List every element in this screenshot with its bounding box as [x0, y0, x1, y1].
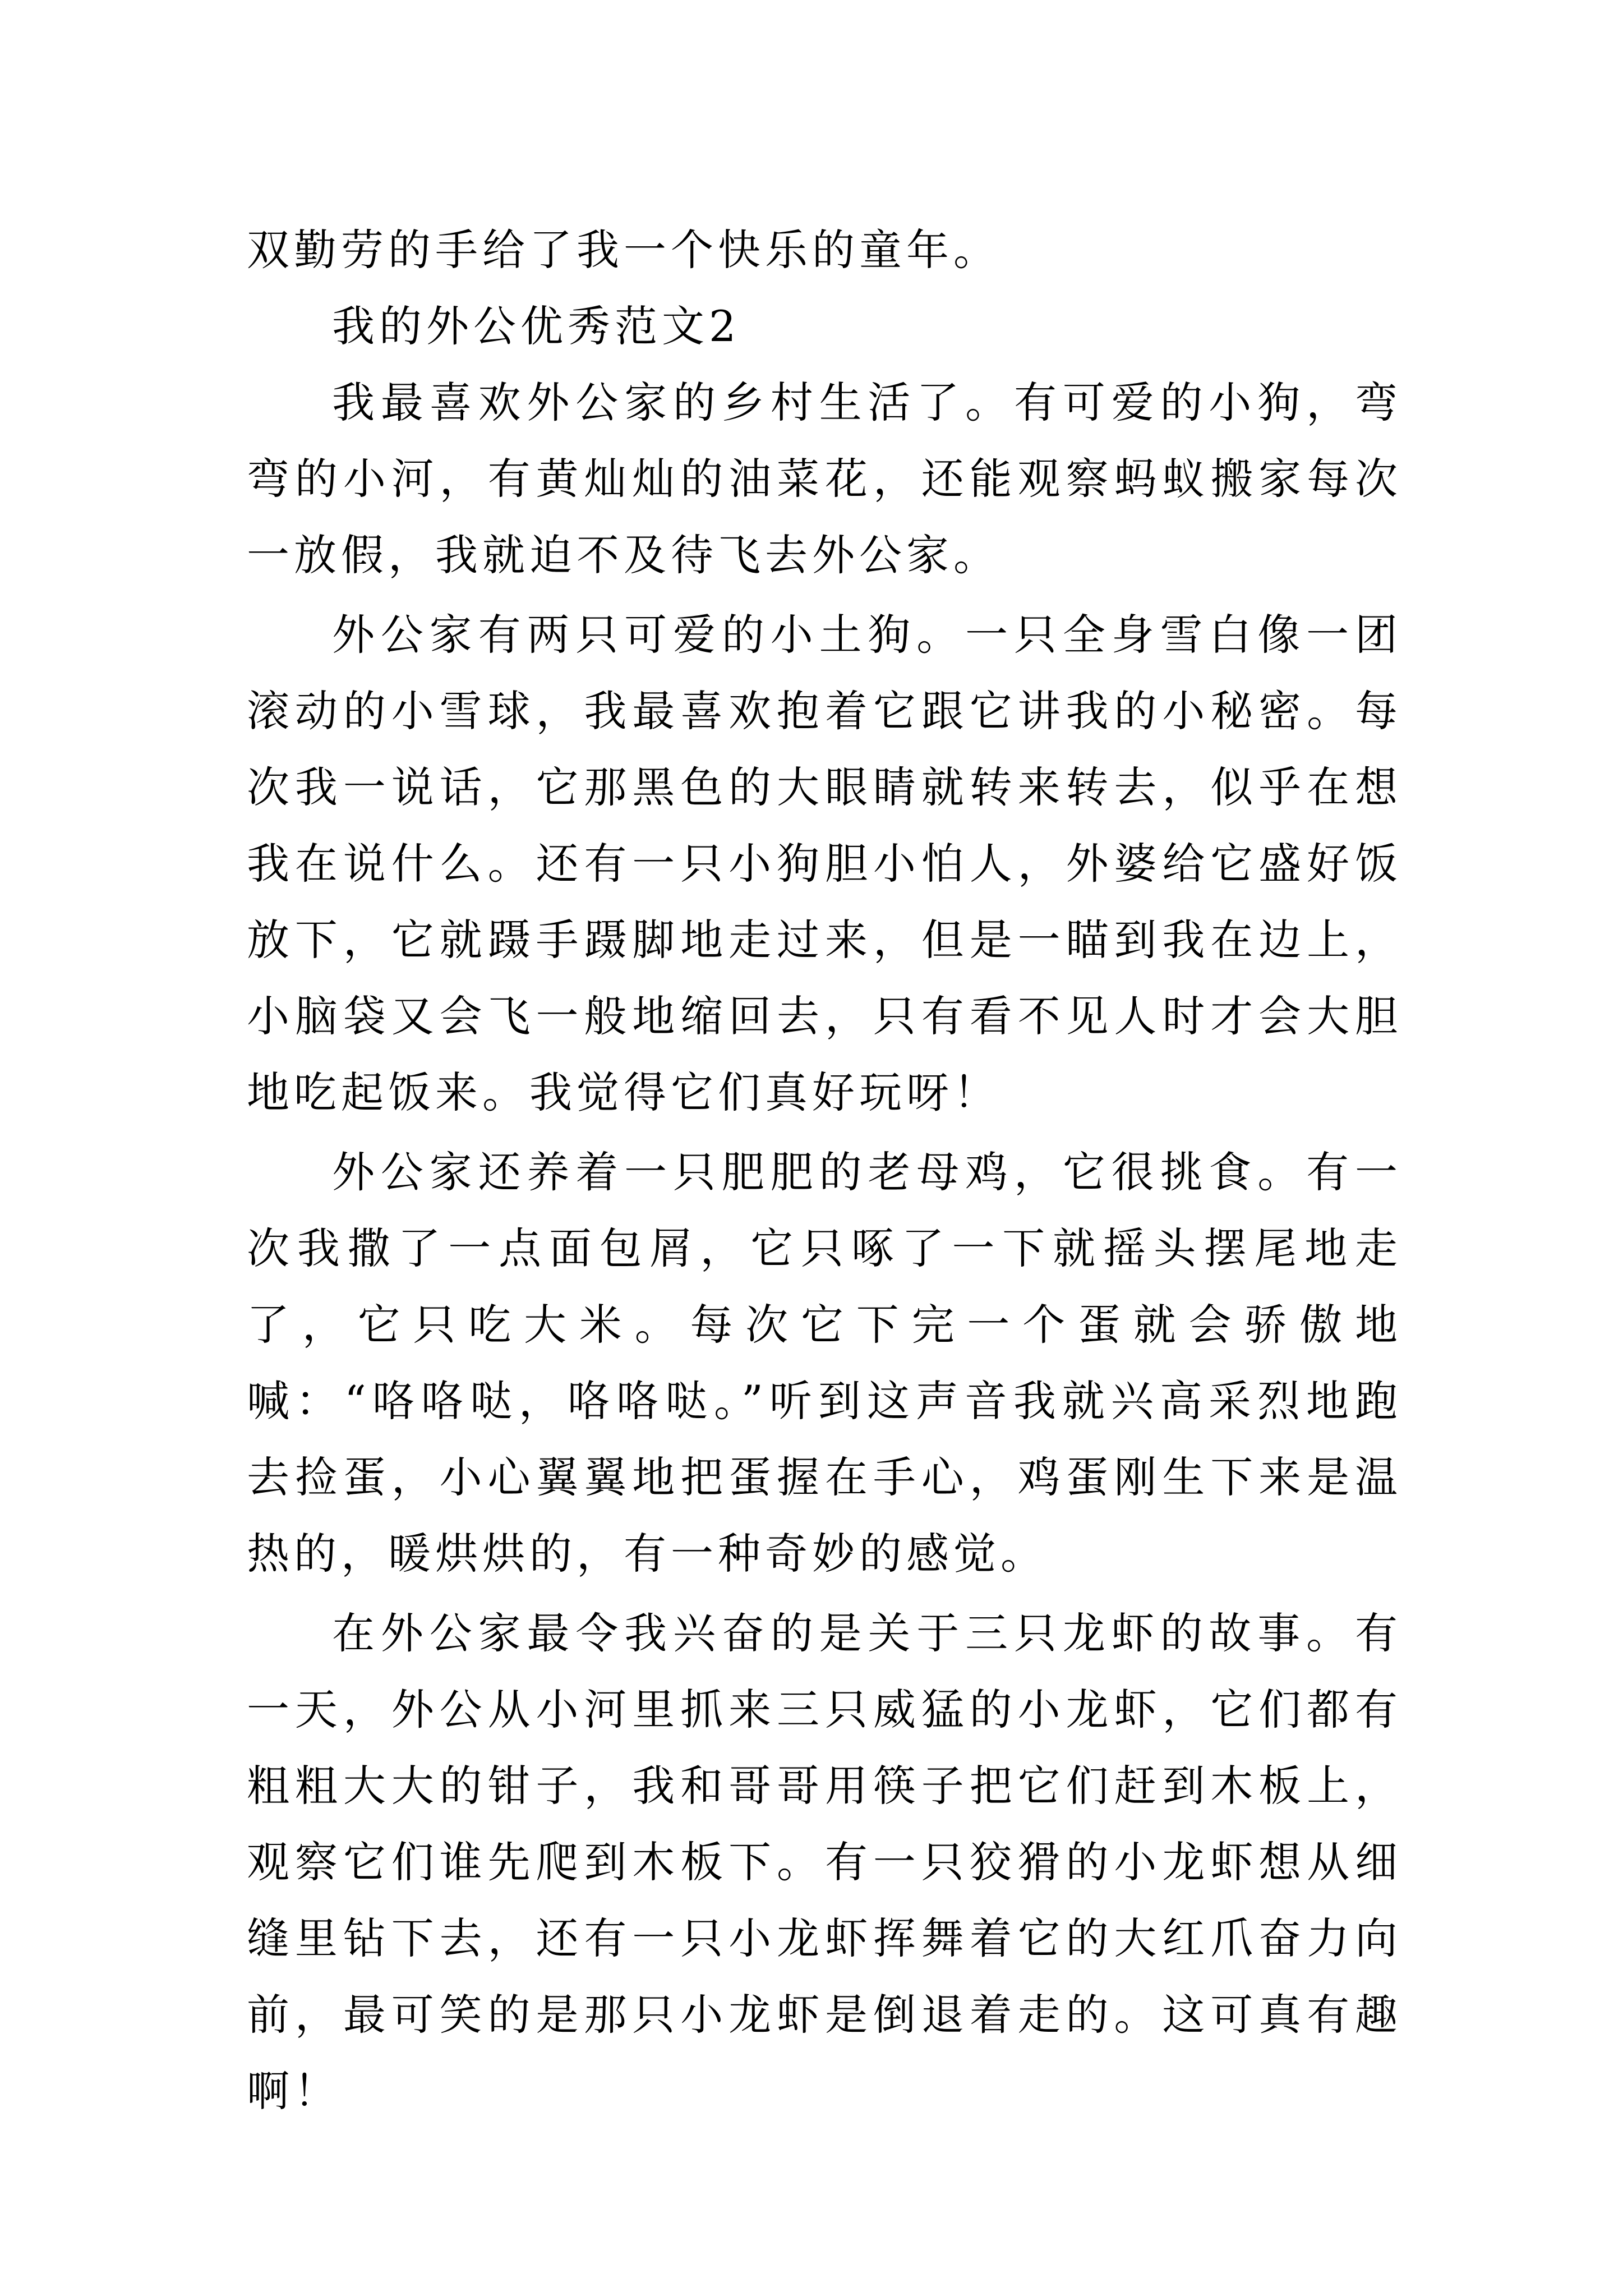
- paragraph-continuation: 双勤劳的手给了我一个快乐的童年。: [247, 225, 1000, 275]
- paragraph: 我最喜欢外公家的乡村生活了。有可爱的小狗，弯弯的小河，有黄灿灿的油菜花，还能观察蚂蚁搬家每次一放假，我就迫不及待飞去外公家。: [247, 378, 1402, 580]
- paragraph: 外公家还养着一只肥肥的老母鸡，它很挑食。有一次我撒了一点面包屑，它只啄了一下就摇头摆尾地走了，它只吃大米。每次它下完一个蛋就会骄傲地喊：“咯咯哒，咯咯哒。”听到这声音我就兴高采烈地跑去捡蛋，小心翼翼地把蛋握在手心，鸡蛋刚生下来是温热的，暖烘烘的，有一种奇妙的感觉。: [247, 1147, 1402, 1579]
- paragraph: 外公家有两只可爱的小土狗。一只全身雪白像一团滚动的小雪球，我最喜欢抱着它跟它讲我的小秘密。每次我一说话，它那黑色的大眼睛就转来转去，似乎在想我在说什么。还有一只小狗胆小怕人，外婆给它盛好饭放下，它就蹑手蹑脚地走过来，但是一瞄到我在边上，小脑袋又会飞一般地缩回去，只有看不见人时才会大胆地吃起饭来。我觉得它们真好玩呀！: [247, 610, 1402, 1117]
- paragraph: 在外公家最令我兴奋的是关于三只龙虾的故事。有一天，外公从小河里抓来三只威猛的小龙虾，它们都有粗粗大大的钳子，我和哥哥用筷子把它们赶到木板上，观察它们谁先爬到木板下。有一只狡猾的小龙虾想从细缝里钻下去，还有一只小龙虾挥舞着它的大红爪奋力向前，最可笑的是那只小龙虾是倒退着走的。这可真有趣啊！: [247, 1608, 1402, 2116]
- document-body: [247, 212, 1402, 2129]
- section-heading: 我的外公优秀范文2: [332, 301, 741, 351]
